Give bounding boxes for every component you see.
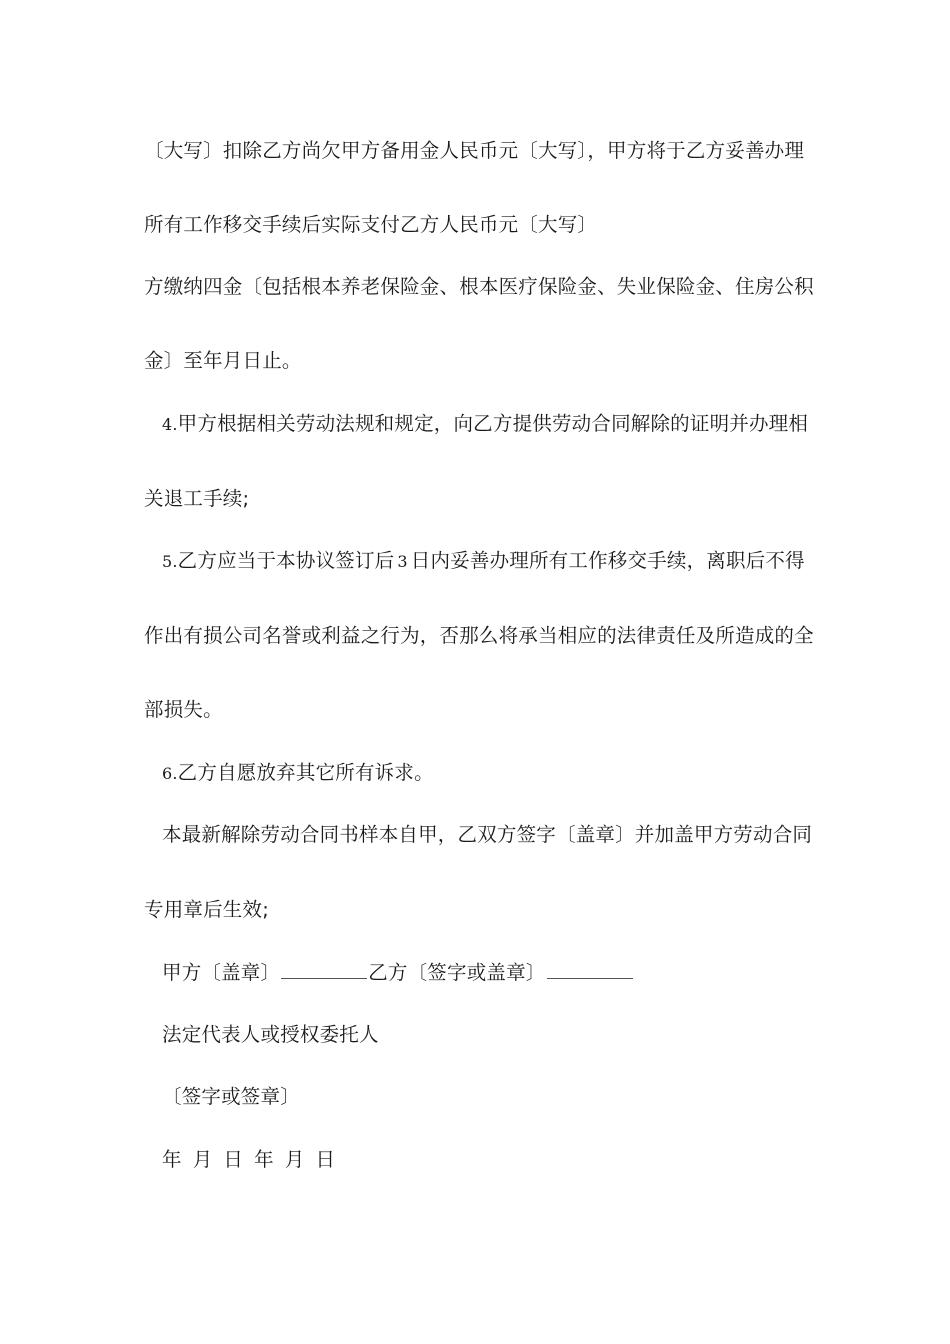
sign-note: 〔签字或签章〕 xyxy=(162,1085,300,1108)
party-b-label: 乙方〔签字或盖章〕 xyxy=(368,961,546,984)
days-number: 3 xyxy=(397,552,408,571)
clause-number: 6. xyxy=(162,764,178,783)
paragraph-line: 〔大写〕扣除乙方尚欠甲方备用金人民币元〔大写〕，甲方将于乙方妥善办理 xyxy=(144,139,805,162)
representative-label: 法定代表人或授权委托人 xyxy=(162,1023,379,1046)
clause-text: 甲方根据相关劳动法规和规定，向乙方提供劳动合同解除的证明并办理相 xyxy=(177,412,809,435)
paragraph-line: 所有工作移交手续后实际支付乙方人民币元〔大写〕 xyxy=(144,213,598,236)
clause-number: 5. xyxy=(162,552,178,571)
date-month-label: 月 xyxy=(192,1148,213,1171)
clause-5-continuation: 作出有损公司名誉或利益之行为，否那么将承当相应的法律责任及所造成的全 xyxy=(144,624,814,647)
clause-text: 乙方自愿放弃其它所有诉求。 xyxy=(177,761,434,784)
party-b-signature-blank xyxy=(547,960,633,979)
paragraph-line: 方缴纳四金〔包括根本养老保险金、根本医疗保险金、失业保险金、住房公积 xyxy=(144,275,814,298)
party-a-label: 甲方〔盖章〕 xyxy=(162,961,281,984)
date-month-label: 月 xyxy=(284,1148,305,1171)
party-a-signature-blank xyxy=(281,960,367,979)
date-row xyxy=(162,1146,822,1174)
date-day-label: 日 xyxy=(223,1148,244,1171)
signature-parties xyxy=(162,959,822,987)
effect-paragraph: 本最新解除劳动合同书样本自甲，乙双方签字〔盖章〕并加盖甲方劳动合同 xyxy=(162,823,813,846)
clause-5 xyxy=(162,547,822,576)
clause-number: 4. xyxy=(162,415,178,434)
clause-text: 乙方应当于本协议签订后 xyxy=(177,549,395,572)
clause-4-continuation: 关退工手续; xyxy=(144,487,250,510)
clause-4 xyxy=(162,410,822,439)
clause-text: 日内妥善办理所有工作移交手续，离职后不得 xyxy=(410,549,805,572)
clause-6 xyxy=(162,759,822,788)
clause-5-continuation: 部损失。 xyxy=(144,698,223,721)
effect-continuation: 专用章后生效; xyxy=(144,898,269,921)
paragraph-line: 金〕至年月日止。 xyxy=(144,349,302,372)
date-year-label: 年 xyxy=(162,1148,182,1171)
date-day-label: 日 xyxy=(315,1148,336,1171)
date-year-label: 年 xyxy=(254,1148,274,1171)
